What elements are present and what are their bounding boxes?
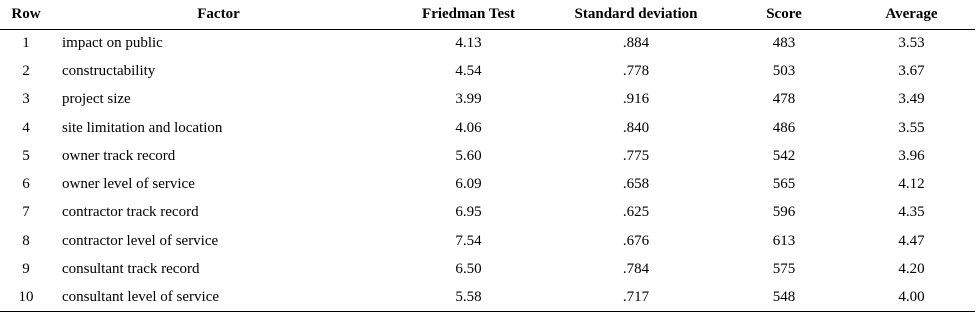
table-row xyxy=(0,199,975,227)
table-row xyxy=(0,284,975,312)
cell-standard-deviation: .775 xyxy=(622,147,650,164)
cell-row-number: 9 xyxy=(22,261,30,278)
cell-row-number: 4 xyxy=(22,119,30,136)
cell-standard-deviation: .840 xyxy=(622,119,650,136)
table-header-row xyxy=(0,0,975,29)
cell-row-number: 1 xyxy=(22,34,30,51)
cell-factor: site limitation and location xyxy=(62,119,223,136)
cell-average: 4.47 xyxy=(898,232,925,249)
cell-score: 596 xyxy=(772,204,796,221)
cell-average: 3.55 xyxy=(898,119,925,136)
cell-factor: owner level of service xyxy=(62,176,195,193)
header-row: Row xyxy=(0,0,52,29)
cell-factor: impact on public xyxy=(62,34,163,51)
cell-score: 483 xyxy=(772,34,796,51)
cell-row-number: 5 xyxy=(22,147,30,164)
cell-standard-deviation: .778 xyxy=(622,62,650,79)
cell-average: 3.53 xyxy=(898,34,925,51)
cell-score: 503 xyxy=(772,62,796,79)
cell-score: 478 xyxy=(772,91,796,108)
cell-friedman-test: 6.09 xyxy=(455,176,482,193)
table-body xyxy=(0,29,975,312)
cell-factor: contractor track record xyxy=(62,204,199,221)
cell-friedman-test: 7.54 xyxy=(455,232,482,249)
table-row xyxy=(0,142,975,170)
cell-factor: project size xyxy=(62,91,131,108)
cell-standard-deviation: .658 xyxy=(622,176,650,193)
cell-standard-deviation: .784 xyxy=(622,261,650,278)
header-score: Score xyxy=(720,0,848,29)
header-standard-deviation: Standard deviation xyxy=(552,0,720,29)
table-row xyxy=(0,227,975,255)
cell-score: 565 xyxy=(772,176,796,193)
header-average: Average xyxy=(848,0,975,29)
cell-friedman-test: 4.54 xyxy=(455,62,482,79)
cell-average: 3.67 xyxy=(898,62,925,79)
cell-standard-deviation: .916 xyxy=(622,91,650,108)
table-row xyxy=(0,29,975,57)
cell-row-number: 7 xyxy=(22,204,30,221)
cell-score: 548 xyxy=(720,284,848,312)
cell-friedman-test: 4.06 xyxy=(455,119,482,136)
cell-score: 613 xyxy=(772,232,796,249)
cell-average: 4.20 xyxy=(898,261,925,278)
cell-friedman-test: 6.95 xyxy=(455,204,482,221)
cell-score: 542 xyxy=(772,147,796,164)
cell-factor: consultant track record xyxy=(62,261,200,278)
cell-friedman-test: 3.99 xyxy=(455,91,482,108)
cell-standard-deviation: .676 xyxy=(622,232,650,249)
cell-score: 575 xyxy=(772,261,796,278)
table-row xyxy=(0,86,975,114)
header-factor: Factor xyxy=(52,0,385,29)
table-row xyxy=(0,114,975,142)
cell-standard-deviation: .717 xyxy=(552,284,720,312)
cell-friedman-test: 5.60 xyxy=(455,147,482,164)
cell-row-number: 3 xyxy=(22,91,30,108)
cell-row-number: 8 xyxy=(22,232,30,249)
cell-average: 3.96 xyxy=(898,147,925,164)
cell-row-number: 6 xyxy=(22,176,30,193)
cell-average: 4.12 xyxy=(898,176,925,193)
cell-friedman-test: 5.58 xyxy=(385,284,552,312)
table-row xyxy=(0,255,975,283)
cell-factor: contractor level of service xyxy=(62,232,219,249)
table-row xyxy=(0,170,975,198)
cell-score: 486 xyxy=(772,119,796,136)
cell-factor: constructability xyxy=(62,62,156,79)
cell-standard-deviation: .625 xyxy=(622,204,650,221)
cell-row-number: 2 xyxy=(22,62,30,79)
cell-factor: owner track record xyxy=(62,147,176,164)
cell-row-number: 10 xyxy=(0,284,52,312)
cell-friedman-test: 6.50 xyxy=(455,261,482,278)
cell-average: 4.35 xyxy=(898,204,925,221)
cell-average: 3.49 xyxy=(898,91,925,108)
cell-friedman-test: 4.13 xyxy=(455,34,482,51)
cell-average: 4.00 xyxy=(848,284,975,312)
cell-standard-deviation: .884 xyxy=(622,34,650,51)
cell-factor: consultant level of service xyxy=(52,284,385,312)
header-friedman-test: Friedman Test xyxy=(385,0,552,29)
table-row xyxy=(0,57,975,85)
